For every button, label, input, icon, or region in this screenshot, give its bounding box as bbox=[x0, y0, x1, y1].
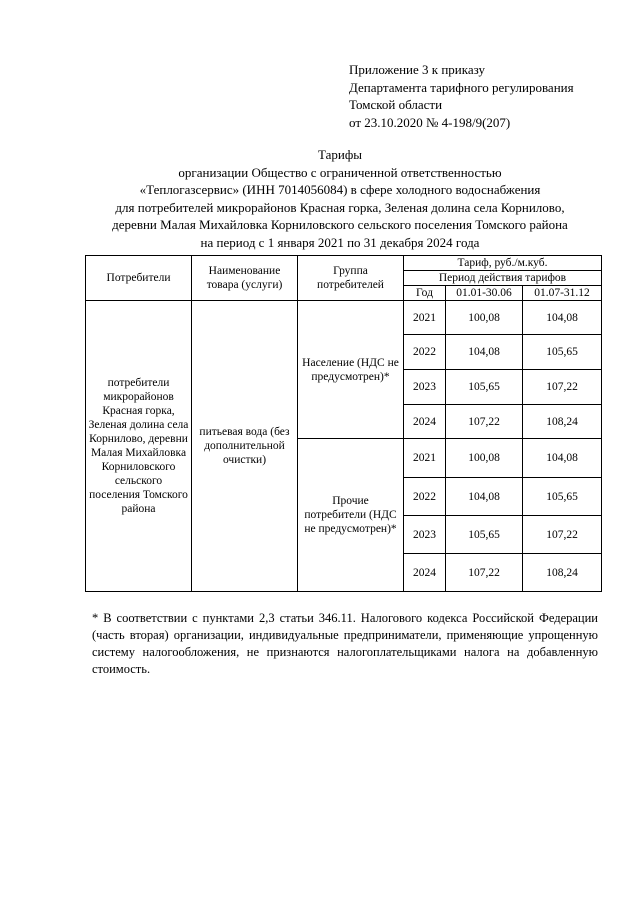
year-cell: 2021 bbox=[404, 439, 446, 478]
year-cell: 2022 bbox=[404, 478, 446, 516]
heading-line: организации Общество с ограниченной ответственностью bbox=[178, 164, 502, 180]
header-goods: Наименование товара (услуги) bbox=[192, 256, 298, 301]
heading-line: на период с 1 января 2021 по 31 декабря 2024 года bbox=[200, 234, 480, 250]
year-cell: 2022 bbox=[404, 335, 446, 370]
tariff-h2-cell: 105,65 bbox=[523, 335, 602, 370]
appendix-line: Томской области bbox=[349, 97, 443, 112]
year-cell: 2023 bbox=[404, 370, 446, 405]
appendix-line: от 23.10.2020 № 4-198/9(207) bbox=[349, 114, 511, 130]
tariff-h2-cell: 104,08 bbox=[523, 439, 602, 478]
tariff-h2-cell: 107,22 bbox=[523, 370, 602, 405]
header-tariff: Тариф, руб./м.куб. bbox=[404, 256, 602, 271]
heading-line: деревни Малая Михайловка Корниловского сельского поселения Томского района bbox=[112, 217, 568, 232]
tariff-h1-cell: 104,08 bbox=[446, 335, 523, 370]
tariff-h1-cell: 107,22 bbox=[446, 554, 523, 592]
header-group: Группа потребителей bbox=[298, 256, 404, 301]
year-cell: 2023 bbox=[404, 516, 446, 554]
group-cell: Прочие потребители (НДС не предусмотрен)* bbox=[298, 439, 404, 592]
document-heading bbox=[60, 146, 620, 251]
tariff-h2-cell: 105,65 bbox=[523, 478, 602, 516]
tariff-h2-cell: 107,22 bbox=[523, 516, 602, 554]
document-title: Тарифы bbox=[317, 147, 362, 162]
heading-line: для потребителей микрорайонов Красная горка, Зеленая долина села Корнилово, bbox=[115, 199, 565, 215]
appendix-line: Приложение 3 к приказу bbox=[349, 62, 486, 77]
consumers-cell: потребители микрорайонов Красная горка, Зеленая долина села Корнилово, деревни Малая Михайловка Корниловского сельского поселения Томского района bbox=[86, 301, 192, 592]
tariff-h1-cell: 105,65 bbox=[446, 516, 523, 554]
tariff-h1-cell: 100,08 bbox=[446, 439, 523, 478]
tariff-h1-cell: 105,65 bbox=[446, 370, 523, 405]
group-cell: Население (НДС не предусмотрен)* bbox=[298, 301, 404, 439]
tariff-h1-cell: 100,08 bbox=[446, 301, 523, 335]
appendix-block bbox=[349, 61, 574, 131]
header-consumers: Потребители bbox=[86, 256, 192, 301]
goods-cell: питьевая вода (без дополнительной очистки) bbox=[192, 301, 298, 592]
table-row bbox=[86, 301, 602, 335]
appendix-line: Департамента тарифного регулирования bbox=[349, 79, 574, 95]
footnote: * В соответствии с пунктами 2,3 статьи 346.11. Налогового кодекса Российской Федерации (часть вторая) организации, индивидуальные предприниматели, применяющие упрощенную систему налогообложения, не признаются налогоплательщиками налога на добавленную стоимость. bbox=[92, 611, 598, 676]
year-cell: 2024 bbox=[404, 554, 446, 592]
year-cell: 2024 bbox=[404, 405, 446, 439]
tariff-h1-cell: 107,22 bbox=[446, 405, 523, 439]
tariff-h2-cell: 104,08 bbox=[523, 301, 602, 335]
tariff-h2-cell: 108,24 bbox=[523, 554, 602, 592]
header-half-1: 01.01-30.06 bbox=[446, 286, 523, 301]
header-period: Период действия тарифов bbox=[404, 271, 602, 286]
year-cell: 2021 bbox=[404, 301, 446, 335]
tariff-h2-cell: 108,24 bbox=[523, 405, 602, 439]
header-half-2: 01.07-31.12 bbox=[523, 286, 602, 301]
tariff-h1-cell: 104,08 bbox=[446, 478, 523, 516]
tariff-table bbox=[85, 255, 602, 592]
heading-line: «Теплогазсервис» (ИНН 7014056084) в сфере холодного водоснабжения bbox=[139, 182, 541, 197]
header-year: Год bbox=[404, 286, 446, 301]
